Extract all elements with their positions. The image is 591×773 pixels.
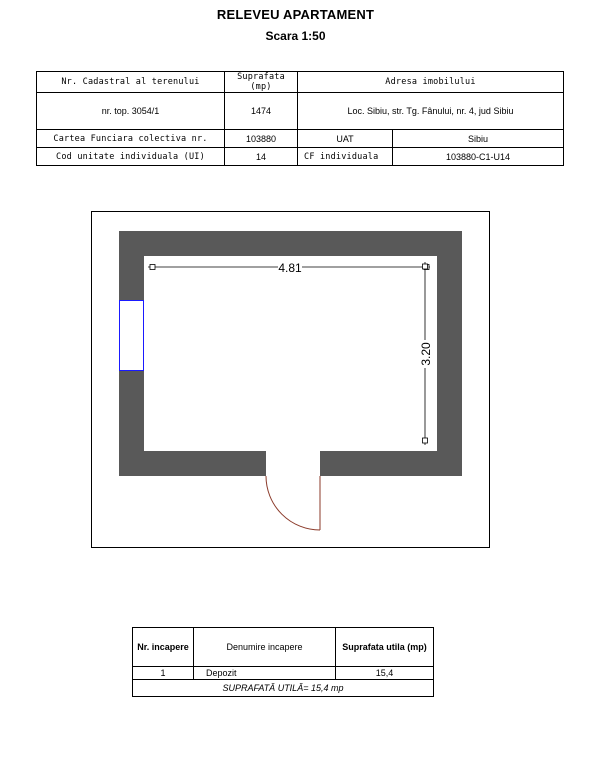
room-name: Depozit (194, 667, 336, 680)
cadastral-label: Nr. Cadastral al terenului (37, 72, 225, 93)
unit-label: Cod unitate individuala (UI) (37, 148, 225, 166)
area-label: Suprafata (mp) (225, 72, 298, 93)
address-value: Loc. Sibiu, str. Tg. Fânului, nr. 4, jud Sibiu (298, 93, 564, 130)
address-label: Adresa imobilului (298, 72, 564, 93)
unit-value: 14 (225, 148, 298, 166)
window (120, 301, 144, 371)
dimension-tick (150, 265, 155, 270)
col-name-header: Denumire incapere (194, 628, 336, 667)
col-area-header: Suprafata utila (mp) (336, 628, 434, 667)
uat-label: UAT (298, 130, 393, 148)
cf-individual-value: 103880-C1-U14 (393, 148, 564, 166)
room-area: 15,4 (336, 667, 434, 680)
scale-label: Scara 1:50 (265, 29, 326, 43)
uat-value: Sibiu (393, 130, 564, 148)
cadastral-value: nr. top. 3054/1 (37, 93, 225, 130)
page-title: RELEVEU APARTAMENT (216, 7, 375, 22)
cf-individual-label: CF individuala (298, 148, 393, 166)
total-area: SUPRAFATĂ UTILĂ= 15,4 mp (133, 680, 434, 697)
area-value: 1474 (225, 93, 298, 130)
cf-label: Cartea Funciara colectiva nr. (37, 130, 225, 148)
dimension-tick (423, 438, 428, 443)
dimension-tick (423, 264, 428, 269)
col-nr-header: Nr. incapere (133, 628, 194, 667)
door-opening (266, 450, 320, 478)
cf-value: 103880 (225, 130, 298, 148)
rooms-table (132, 627, 434, 697)
width-dimension: 4.81 (278, 261, 302, 275)
height-dimension: 3.20 (419, 342, 433, 366)
room-nr: 1 (133, 667, 194, 680)
